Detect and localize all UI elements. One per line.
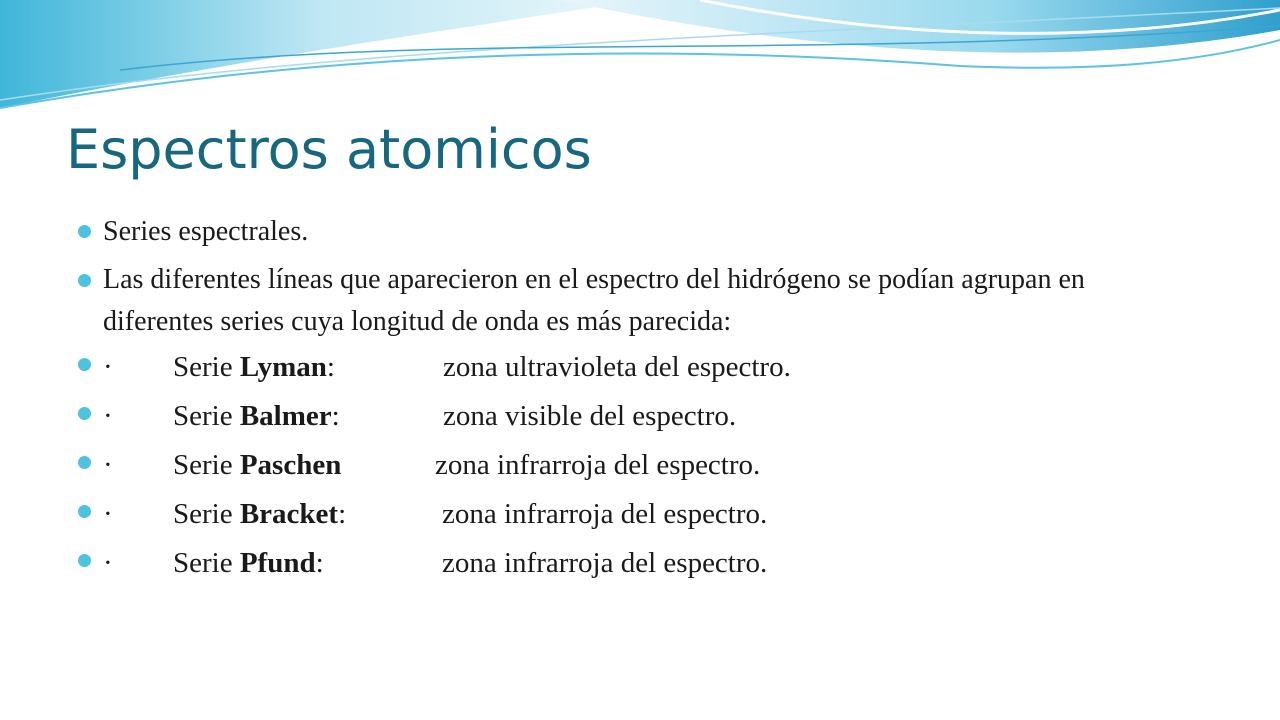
series-name: Serie Balmer: [173,400,340,432]
bullet-text: Las diferentes líneas que aparecieron en el espectro del hidrógeno se podían agrupan en diferentes series cuya longitud de onda es más parecida: [103,264,1085,337]
slide-title: Espectros atomicos [66,118,592,181]
bullet-dot-icon [78,274,91,287]
series-name: Serie Paschen [173,449,342,481]
bullet-series-espectrales [78,210,1188,253]
header-wave-decoration [0,0,1280,120]
bullet-serie-paschen [78,441,1188,490]
bullet-list [78,210,1188,588]
bullet-dot-icon [78,554,91,567]
bullet-serie-lyman [78,343,1188,392]
series-name: Serie Pfund: [173,547,324,579]
bullet-serie-bracket [78,490,1188,539]
series-mark: · [103,351,113,383]
series-zone: zona ultravioleta del espectro. [443,351,791,383]
series-mark: · [103,400,113,432]
bullet-dot-icon [78,407,91,420]
series-name: Serie Lyman: [173,351,335,383]
series-name: Serie Bracket: [173,498,347,530]
series-zone: zona visible del espectro. [443,400,737,432]
bullet-dot-icon [78,456,91,469]
bullet-serie-pfund [78,539,1188,588]
series-mark: · [103,547,113,579]
series-zone: zona infrarroja del espectro. [442,547,768,579]
bullet-dot-icon [78,358,91,371]
series-mark: · [103,498,113,530]
bullet-dot-icon [78,505,91,518]
series-zone: zona infrarroja del espectro. [442,498,768,530]
bullet-dot-icon [78,225,91,238]
bullet-description [78,259,1188,343]
bullet-text: Series espectrales. [103,216,309,247]
bullet-serie-balmer [78,392,1188,441]
series-mark: · [103,449,113,481]
series-zone: zona infrarroja del espectro. [435,449,761,481]
